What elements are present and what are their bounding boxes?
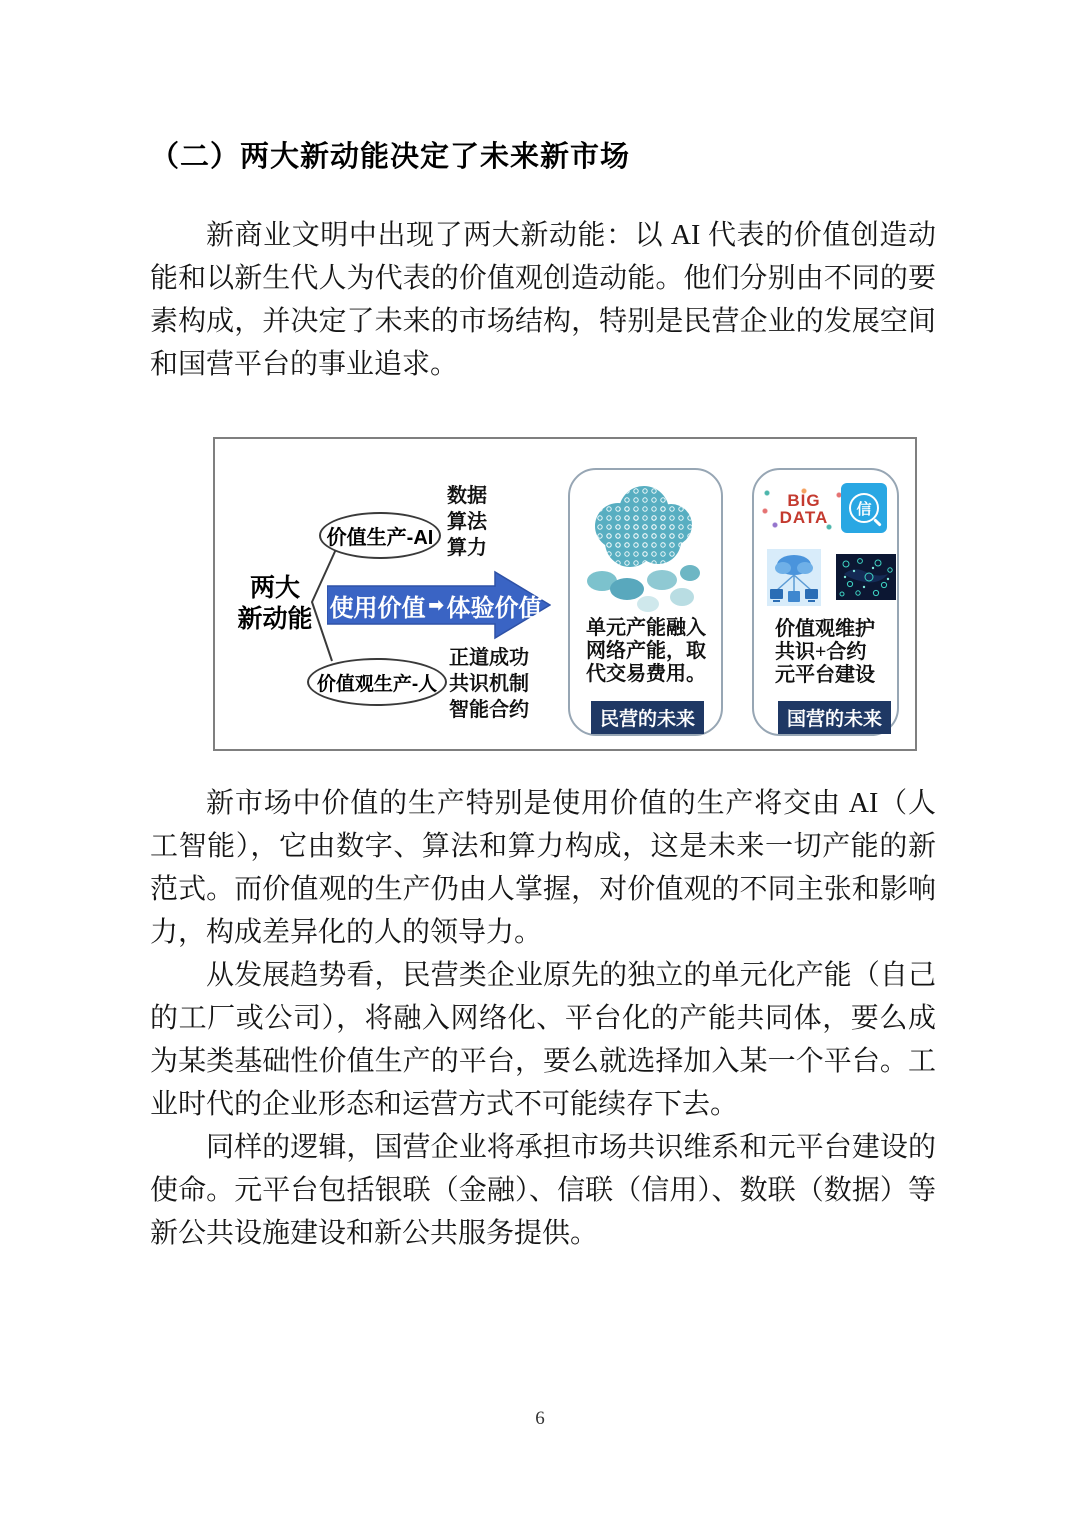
caption-line: 代交易费用。 — [586, 663, 706, 685]
state-future-badge: 国营的未来 — [778, 701, 891, 734]
caption-line: 共识+合约 — [775, 641, 867, 663]
caption-line: 单元产能融入 — [586, 617, 706, 639]
value-production-bubble: 价值生产-AI — [319, 512, 441, 559]
body-paragraph-4: 同样的逻辑，国营企业将承担市场共识维系和元平台建设的使命。元平台包括银联（金融）、信联（信用）、数联（数据）等新公共设施建设和新公共服务提供。 — [150, 1132, 936, 1249]
value-item-data: 数据 — [447, 485, 487, 507]
values-elements-list — [449, 645, 529, 723]
value-elements-list — [447, 483, 487, 561]
figure-two-new-drivers — [213, 437, 917, 751]
page-number: 6 — [535, 1408, 545, 1429]
private-future-badge: 民营的未来 — [591, 701, 704, 734]
right-arrow-icon: ➡ — [428, 595, 444, 615]
two-drivers-line1: 两大 — [249, 574, 300, 602]
caption-line: 元平台建设 — [775, 664, 875, 686]
private-panel-caption — [586, 617, 718, 686]
state-panel-caption — [775, 618, 895, 687]
bigdata-text-line1: BIG — [787, 491, 821, 510]
cloud-computing-icon — [767, 549, 821, 606]
arrow-text-left: 使用价值 — [329, 594, 426, 622]
values-item-success: 正道成功 — [449, 647, 529, 669]
value-item-compute: 算力 — [447, 537, 487, 559]
body-paragraph-3: 从发展趋势看，民营类企业原先的独立的单元化产能（自己的工厂或公司），将融入网络化、平台化的产能共同体，要么成为某类基础性价值生产的平台，要么就选择加入某一个平台。工业时代的企业形态和运营方式不可能续存下去。 — [150, 960, 936, 1120]
digital-globe-icon — [836, 554, 896, 600]
cloud-network-icon — [578, 478, 711, 616]
body-paragraph-1: 新商业文明中出现了两大新动能：以 AI 代表的价值创造动能和以新生代人为代表的价值观创造动能。他们分别由不同的要素构成，并决定了未来的市场结构，特别是民营企业的发展空间和国营平台的事业追求。 — [150, 220, 936, 380]
values-item-consensus: 共识机制 — [449, 673, 529, 695]
magnifier-handle-icon — [873, 518, 881, 526]
credit-xin-icon — [841, 483, 887, 533]
big-data-wordcloud-icon — [759, 485, 849, 535]
caption-line: 价值观维护 — [775, 618, 875, 640]
state-future-panel — [752, 468, 899, 736]
private-future-panel — [568, 468, 723, 736]
two-drivers-label — [225, 573, 325, 635]
arrow-text-right: 体验价值 — [446, 594, 543, 622]
values-production-bubble: 价值观生产-人 — [307, 658, 447, 706]
caption-line: 网络产能，取 — [586, 640, 706, 662]
value-item-algorithm: 算法 — [447, 511, 487, 533]
values-item-smart-contract: 智能合约 — [449, 699, 529, 721]
body-paragraph-2: 新市场中价值的生产特别是使用价值的生产将交由 AI（人工智能），它由数字、算法和算力构成，这是未来一切产能的新范式。而价值观的生产仍由人掌握，对价值观的不同主张和影响力，构成差异化的人的领导力。 — [150, 788, 936, 948]
section-heading: （二）两大新动能决定了未来新市场 — [150, 141, 631, 173]
value-arrow-text — [327, 586, 545, 624]
xin-character: 信 — [856, 500, 872, 518]
two-drivers-line2: 新动能 — [237, 605, 313, 633]
bigdata-text-line2: DATA — [779, 508, 829, 527]
